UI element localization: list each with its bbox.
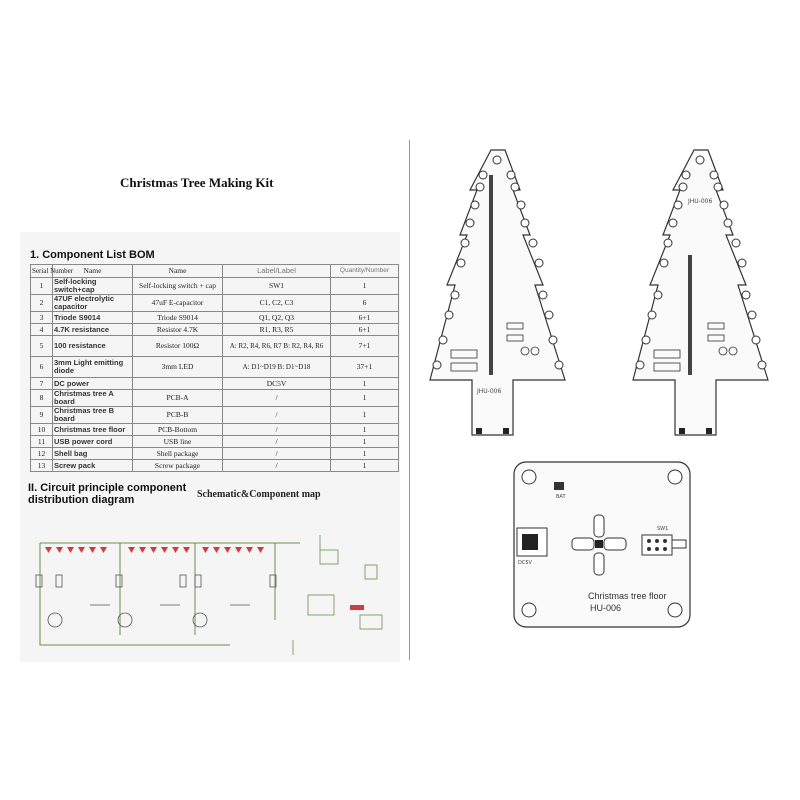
bom-row bbox=[31, 312, 399, 324]
led-pad-icon bbox=[682, 171, 690, 179]
led-pad-icon bbox=[679, 183, 687, 191]
led-pad-icon bbox=[517, 201, 525, 209]
bom-cell-desc bbox=[133, 378, 223, 390]
bom-row bbox=[31, 324, 399, 336]
led-pad-icon bbox=[445, 311, 453, 319]
bom-cell-serial: 9 bbox=[31, 407, 53, 424]
bom-cell-label: / bbox=[223, 460, 331, 472]
bom-cell-name: Christmas tree A board bbox=[53, 390, 133, 407]
led-symbol-icon bbox=[172, 547, 179, 553]
pcb-tree-b bbox=[628, 145, 788, 450]
bom-cell-label: R1, R3, R5 bbox=[223, 324, 331, 336]
bom-cell-qty: 1 bbox=[331, 407, 399, 424]
bom-row bbox=[31, 424, 399, 436]
bom-cell-name: 100 resistance bbox=[53, 336, 133, 357]
led-pad-icon bbox=[748, 311, 756, 319]
led-symbol-icon bbox=[202, 547, 209, 553]
section2-title: II. Circuit principle component distribution diagram bbox=[28, 482, 187, 506]
bom-row bbox=[31, 378, 399, 390]
bom-table bbox=[30, 264, 399, 472]
led-pad-icon bbox=[457, 259, 465, 267]
panel-divider bbox=[409, 140, 410, 660]
led-pad-icon bbox=[466, 219, 474, 227]
bom-cell-qty: 37+1 bbox=[331, 357, 399, 378]
diagram-title: Schematic&Component map bbox=[197, 489, 321, 500]
led-pad-icon bbox=[710, 171, 718, 179]
led-pad-icon bbox=[732, 239, 740, 247]
led-pad-icon bbox=[669, 219, 677, 227]
bom-cell-qty: 7+1 bbox=[331, 336, 399, 357]
led-pad-icon bbox=[642, 336, 650, 344]
bom-cell-desc: Triode S9014 bbox=[133, 312, 223, 324]
bom-row bbox=[31, 336, 399, 357]
bom-cell-label: SW1 bbox=[223, 278, 331, 295]
led-symbol-icon bbox=[89, 547, 96, 553]
bom-header-row bbox=[31, 265, 399, 278]
bom-cell-label: / bbox=[223, 448, 331, 460]
led-symbol-icon bbox=[56, 547, 63, 553]
led-pad-icon bbox=[493, 156, 501, 164]
bom-cell-desc: PCB-Bottom bbox=[133, 424, 223, 436]
bom-cell-qty: 6+1 bbox=[331, 312, 399, 324]
led-pad-icon bbox=[724, 219, 732, 227]
led-pad-icon bbox=[636, 361, 644, 369]
led-pad-icon bbox=[539, 291, 547, 299]
led-pad-icon bbox=[521, 219, 529, 227]
led-pad-icon bbox=[461, 239, 469, 247]
led-pad-icon bbox=[752, 336, 760, 344]
bom-cell-serial: 3 bbox=[31, 312, 53, 324]
bom-cell-serial: 11 bbox=[31, 436, 53, 448]
tree-b-label: JHU-006 bbox=[688, 198, 713, 205]
led-symbol-icon bbox=[45, 547, 52, 553]
dc-label: DC5V bbox=[518, 560, 532, 566]
led-pad-icon bbox=[511, 183, 519, 191]
pcb-tree-a bbox=[425, 145, 590, 450]
led-symbol-icon bbox=[100, 547, 107, 553]
led-pad-icon bbox=[648, 311, 656, 319]
bom-row bbox=[31, 295, 399, 312]
bom-cell-name: Self-locking switch+cap bbox=[53, 278, 133, 295]
led-symbol-icon bbox=[161, 547, 168, 553]
led-pad-icon bbox=[758, 361, 766, 369]
bom-cell-name: USB power cord bbox=[53, 436, 133, 448]
led-symbol-icon bbox=[128, 547, 135, 553]
bom-cell-label: / bbox=[223, 424, 331, 436]
schematic-diagram bbox=[30, 525, 395, 655]
bom-cell-desc: Resistor 100Ω bbox=[133, 336, 223, 357]
led-pad-icon bbox=[529, 239, 537, 247]
bom-cell-name: 47UF electrolytic capacitor bbox=[53, 295, 133, 312]
bom-cell-serial: 6 bbox=[31, 357, 53, 378]
bom-row bbox=[31, 390, 399, 407]
led-pad-icon bbox=[654, 291, 662, 299]
bom-cell-desc: PCB-A bbox=[133, 390, 223, 407]
bom-cell-name: Christmas tree floor bbox=[53, 424, 133, 436]
bom-cell-serial: 5 bbox=[31, 336, 53, 357]
bom-cell-label: / bbox=[223, 407, 331, 424]
led-pad-icon bbox=[535, 259, 543, 267]
bom-cell-qty: 1 bbox=[331, 436, 399, 448]
kit-title: Christmas Tree Making Kit bbox=[120, 175, 274, 190]
bom-cell-qty: 1 bbox=[331, 424, 399, 436]
led-pad-icon bbox=[720, 201, 728, 209]
bom-cell-serial: 12 bbox=[31, 448, 53, 460]
sw-label: SW1 bbox=[657, 526, 669, 532]
bom-cell-desc: 47uF E-capacitor bbox=[133, 295, 223, 312]
led-pad-icon bbox=[476, 183, 484, 191]
bom-cell-name: Triode S9014 bbox=[53, 312, 133, 324]
bom-header-serial: Serial Number bbox=[31, 265, 53, 278]
led-symbol-icon bbox=[257, 547, 264, 553]
bom-header-name: Name bbox=[53, 265, 133, 278]
bom-cell-label: / bbox=[223, 436, 331, 448]
bom-cell-qty: 6+1 bbox=[331, 324, 399, 336]
bom-row bbox=[31, 407, 399, 424]
led-symbol-icon bbox=[246, 547, 253, 553]
led-symbol-icon bbox=[67, 547, 74, 553]
bom-cell-desc: USB line bbox=[133, 436, 223, 448]
led-pad-icon bbox=[660, 259, 668, 267]
bom-row bbox=[31, 278, 399, 295]
led-pad-icon bbox=[545, 311, 553, 319]
bom-header-name-en: Name bbox=[133, 265, 223, 278]
bom-cell-label: / bbox=[223, 390, 331, 407]
bom-row bbox=[31, 357, 399, 378]
bat-label: BAT bbox=[556, 494, 566, 500]
bom-cell-serial: 4 bbox=[31, 324, 53, 336]
bom-cell-desc: 3mm LED bbox=[133, 357, 223, 378]
bom-cell-qty: 6 bbox=[331, 295, 399, 312]
bom-cell-desc: Shell package bbox=[133, 448, 223, 460]
bom-cell-qty: 1 bbox=[331, 378, 399, 390]
led-symbol-icon bbox=[150, 547, 157, 553]
bom-cell-serial: 1 bbox=[31, 278, 53, 295]
led-symbol-icon bbox=[139, 547, 146, 553]
led-pad-icon bbox=[664, 239, 672, 247]
bom-cell-desc: Resistor 4.7K bbox=[133, 324, 223, 336]
bom-cell-qty: 1 bbox=[331, 278, 399, 295]
led-symbol-icon bbox=[213, 547, 220, 553]
section1-title: 1. Component List BOM bbox=[30, 249, 155, 261]
led-pad-icon bbox=[555, 361, 563, 369]
led-pad-icon bbox=[479, 171, 487, 179]
led-pad-icon bbox=[674, 201, 682, 209]
bom-cell-label: A: R2, R4, R6, R7 B: R2, R4, R6 bbox=[223, 336, 331, 357]
led-pad-icon bbox=[507, 171, 515, 179]
bom-row bbox=[31, 460, 399, 472]
led-pad-icon bbox=[738, 259, 746, 267]
bom-cell-desc: Screw package bbox=[133, 460, 223, 472]
bom-cell-label: C1, C2, C3 bbox=[223, 295, 331, 312]
led-symbol-icon bbox=[224, 547, 231, 553]
led-pad-icon bbox=[439, 336, 447, 344]
tree-a-label: JHU-006 bbox=[477, 388, 502, 395]
bom-cell-label: Q1, Q2, Q3 bbox=[223, 312, 331, 324]
led-symbol-icon bbox=[183, 547, 190, 553]
bom-cell-name: Shell bag bbox=[53, 448, 133, 460]
bom-cell-serial: 13 bbox=[31, 460, 53, 472]
bom-cell-qty: 1 bbox=[331, 460, 399, 472]
bom-cell-name: DC power bbox=[53, 378, 133, 390]
led-pad-icon bbox=[451, 291, 459, 299]
floor-code: HU-006 bbox=[590, 603, 622, 613]
bom-row bbox=[31, 436, 399, 448]
floor-caption: Christmas tree floor bbox=[588, 591, 667, 601]
led-pad-icon bbox=[714, 183, 722, 191]
bom-cell-serial: 7 bbox=[31, 378, 53, 390]
bom-cell-desc: Self-locking switch + cap bbox=[133, 278, 223, 295]
led-symbol-icon bbox=[235, 547, 242, 553]
led-pad-icon bbox=[696, 156, 704, 164]
bom-cell-name: 3mm Light emitting diode bbox=[53, 357, 133, 378]
bom-header-label: Label/Label bbox=[223, 265, 331, 278]
bom-cell-serial: 10 bbox=[31, 424, 53, 436]
bom-cell-qty: 1 bbox=[331, 390, 399, 407]
bom-header-qty: Quantity/Number bbox=[331, 265, 399, 278]
bom-cell-desc: PCB-B bbox=[133, 407, 223, 424]
led-pad-icon bbox=[549, 336, 557, 344]
bom-cell-name: 4.7K resistance bbox=[53, 324, 133, 336]
bom-cell-qty: 1 bbox=[331, 448, 399, 460]
bom-row bbox=[31, 448, 399, 460]
bom-cell-name: Screw pack bbox=[53, 460, 133, 472]
bom-cell-name: Christmas tree B board bbox=[53, 407, 133, 424]
led-pad-icon bbox=[433, 361, 441, 369]
led-symbol-icon bbox=[78, 547, 85, 553]
bom-cell-label: DC5V bbox=[223, 378, 331, 390]
bom-cell-serial: 8 bbox=[31, 390, 53, 407]
led-pad-icon bbox=[471, 201, 479, 209]
bom-cell-serial: 2 bbox=[31, 295, 53, 312]
led-pad-icon bbox=[742, 291, 750, 299]
bom-cell-label: A: D1~D19 B: D1~D18 bbox=[223, 357, 331, 378]
